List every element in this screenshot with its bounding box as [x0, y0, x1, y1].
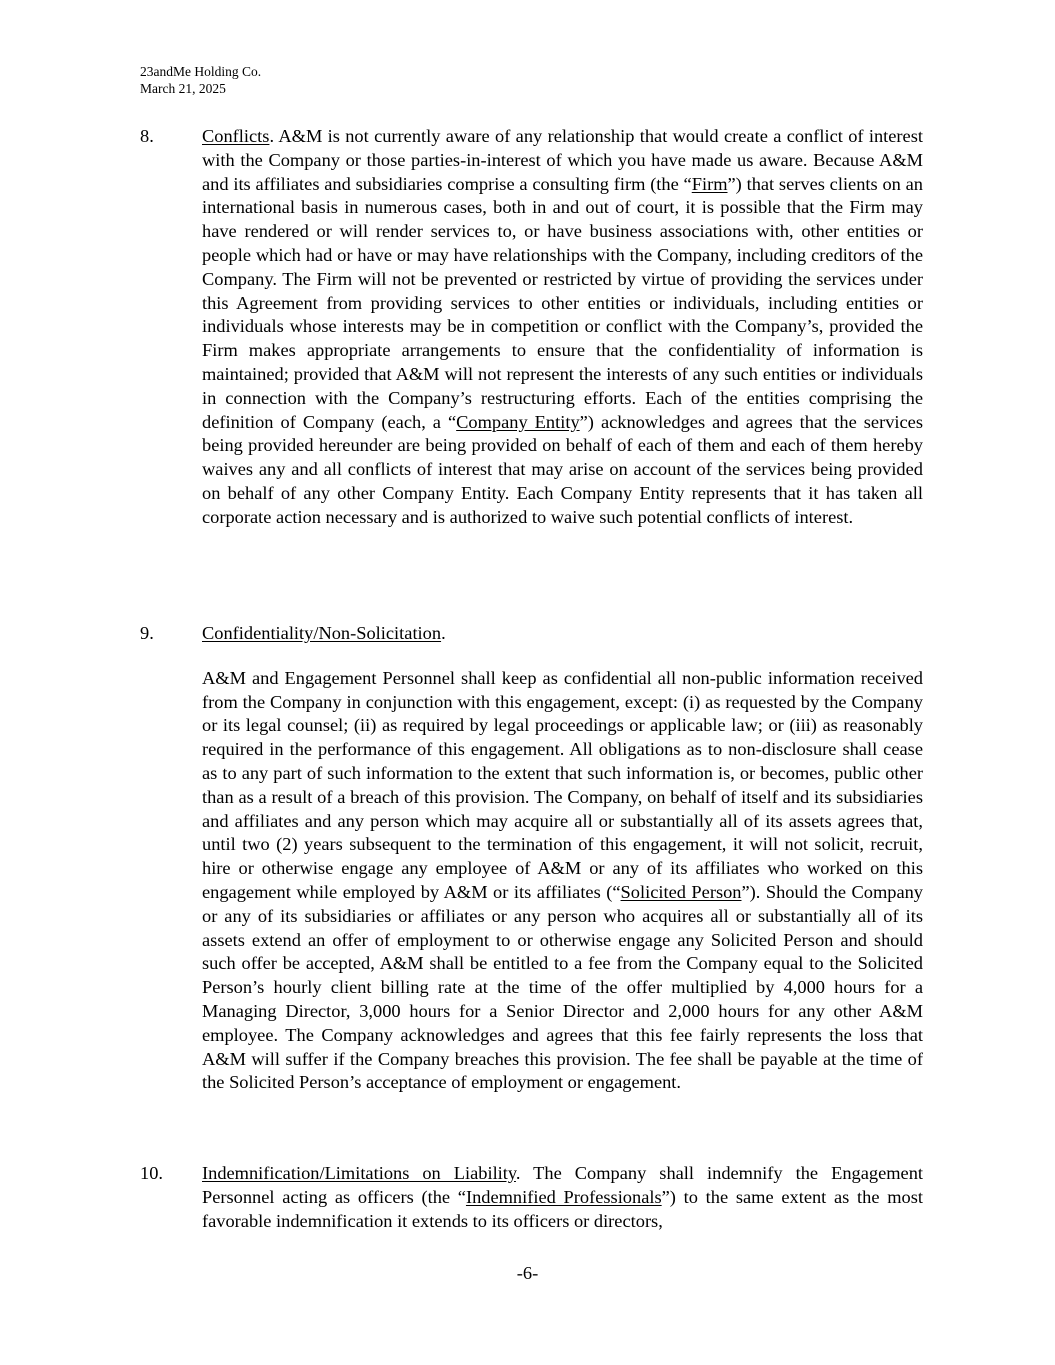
text-run: ”) to the same extent as the most favorable indemnification it extends to its officers or directors,: [202, 1186, 923, 1231]
section-number: 9.: [140, 623, 154, 643]
section-conflicts: [140, 125, 923, 530]
text-run: ”) acknowledges and agrees that the services being provided hereunder are being provided on behalf of each of them and each of them hereby waives any and all conflicts of interest that may arise on account of the services being provided on behalf of any other Company Entity. Each Company Entity represents that it has taken all corporate action necessary and is authorized to waive such potential conflicts of interest.: [202, 411, 923, 527]
section-paragraph: [202, 667, 923, 1095]
text-run: A&M and Engagement Personnel shall keep as confidential all non-public information received from the Company in conjunction with this engagement, except: (i) as requested by the Company or its legal counsel; (ii) as required by legal proceedings or applicable law; or (iii) as reasonably required in the performance of this engagement. All obligations as to non-disclosure shall cease as to any part of such information to the extent that such information is, or becomes, public other than as a result of a breach of this provision. The Company, on behalf of itself and its subsidiaries and affiliates and any person which may acquire all or substantially all of its assets agrees that, until two (2) years subsequent to the termination of this engagement, it will not solicit, recruit, hire or otherwise engage any employee of A&M or any of its affiliates who worked on this engagement while employed by A&M or its affiliates (“: [202, 667, 923, 902]
section-confidentiality: [140, 622, 923, 1095]
page-number: -6-: [516, 1263, 539, 1283]
section-title: Confidentiality/Non-Solicitation: [202, 623, 442, 643]
defined-term: Indemnified Professionals: [465, 1186, 662, 1207]
section-body: [202, 1162, 923, 1233]
text-run: .: [441, 623, 446, 643]
section-indemnification: [140, 1162, 923, 1233]
section-title: Conflicts: [202, 126, 270, 146]
text-run: . The Company shall indemnify the Engagement Personnel acting as officers (the “: [202, 1163, 924, 1207]
section-heading: [202, 622, 923, 646]
defined-term: Company Entity: [456, 411, 580, 432]
defined-term: Solicited Person: [620, 881, 742, 902]
section-body: [202, 622, 923, 1095]
section-number: 8.: [140, 126, 154, 146]
text-run: . A&M is not currently aware of any relationship that would create a conflict of interest with the Company or those parties-in-interest of which you have made us aware. Because A&M and its affiliates and subsidiaries comprise a consulting firm (the “: [202, 126, 923, 194]
section-number: 10.: [140, 1163, 163, 1183]
section-paragraph: [202, 1162, 923, 1233]
text-run: ”). Should the Company or any of its subsidiaries or affiliates or any person who acquires all or substantially all of its assets extend an offer of employment to or otherwise engage any Solicited Person and should such offer be accepted, A&M shall be entitled to a fee from the Company equal to the Solicited Person’s hourly client billing rate at the time of the offer multiplied by 4,000 hours for a Managing Director, 3,000 hours for a Senior Director and 2,000 hours for any other A&M employee. The Company acknowledges and agrees that this fee fairly represents the loss that A&M will suffer if the Company breaches this provision. The fee shall be payable at the time of the Solicited Person’s acceptance of employment or engagement.: [202, 881, 923, 1093]
header-date: March 21, 2025: [140, 81, 226, 96]
header-company: 23andMe Holding Co.: [140, 64, 262, 79]
text-run: ”) that serves clients on an international basis in numerous cases, both in and out of court, it is possible that the Firm may have rendered or will render services to, or have business associations with, other entities or people which had or have or may have relationships with the Company, including creditors of the Company. The Firm will not be prevented or restricted by virtue of providing the services under this Agreement from providing services to other entities or individuals, including entities or individuals whose interests may be in competition or conflict with the Company’s, provided the Firm makes appropriate arrangements to ensure that the confidentiality of information is maintained; provided that A&M will not represent the interests of any such entities or individuals in connection with the Company’s restructuring efforts. Each of the entities comprising the definition of Company (each, a “: [202, 173, 923, 432]
section-body: [202, 125, 923, 530]
section-title: Indemnification/Limitations on Liability: [202, 1163, 516, 1183]
page-header: [140, 63, 261, 97]
section-paragraph: [202, 125, 923, 530]
defined-term: Firm: [691, 173, 728, 194]
